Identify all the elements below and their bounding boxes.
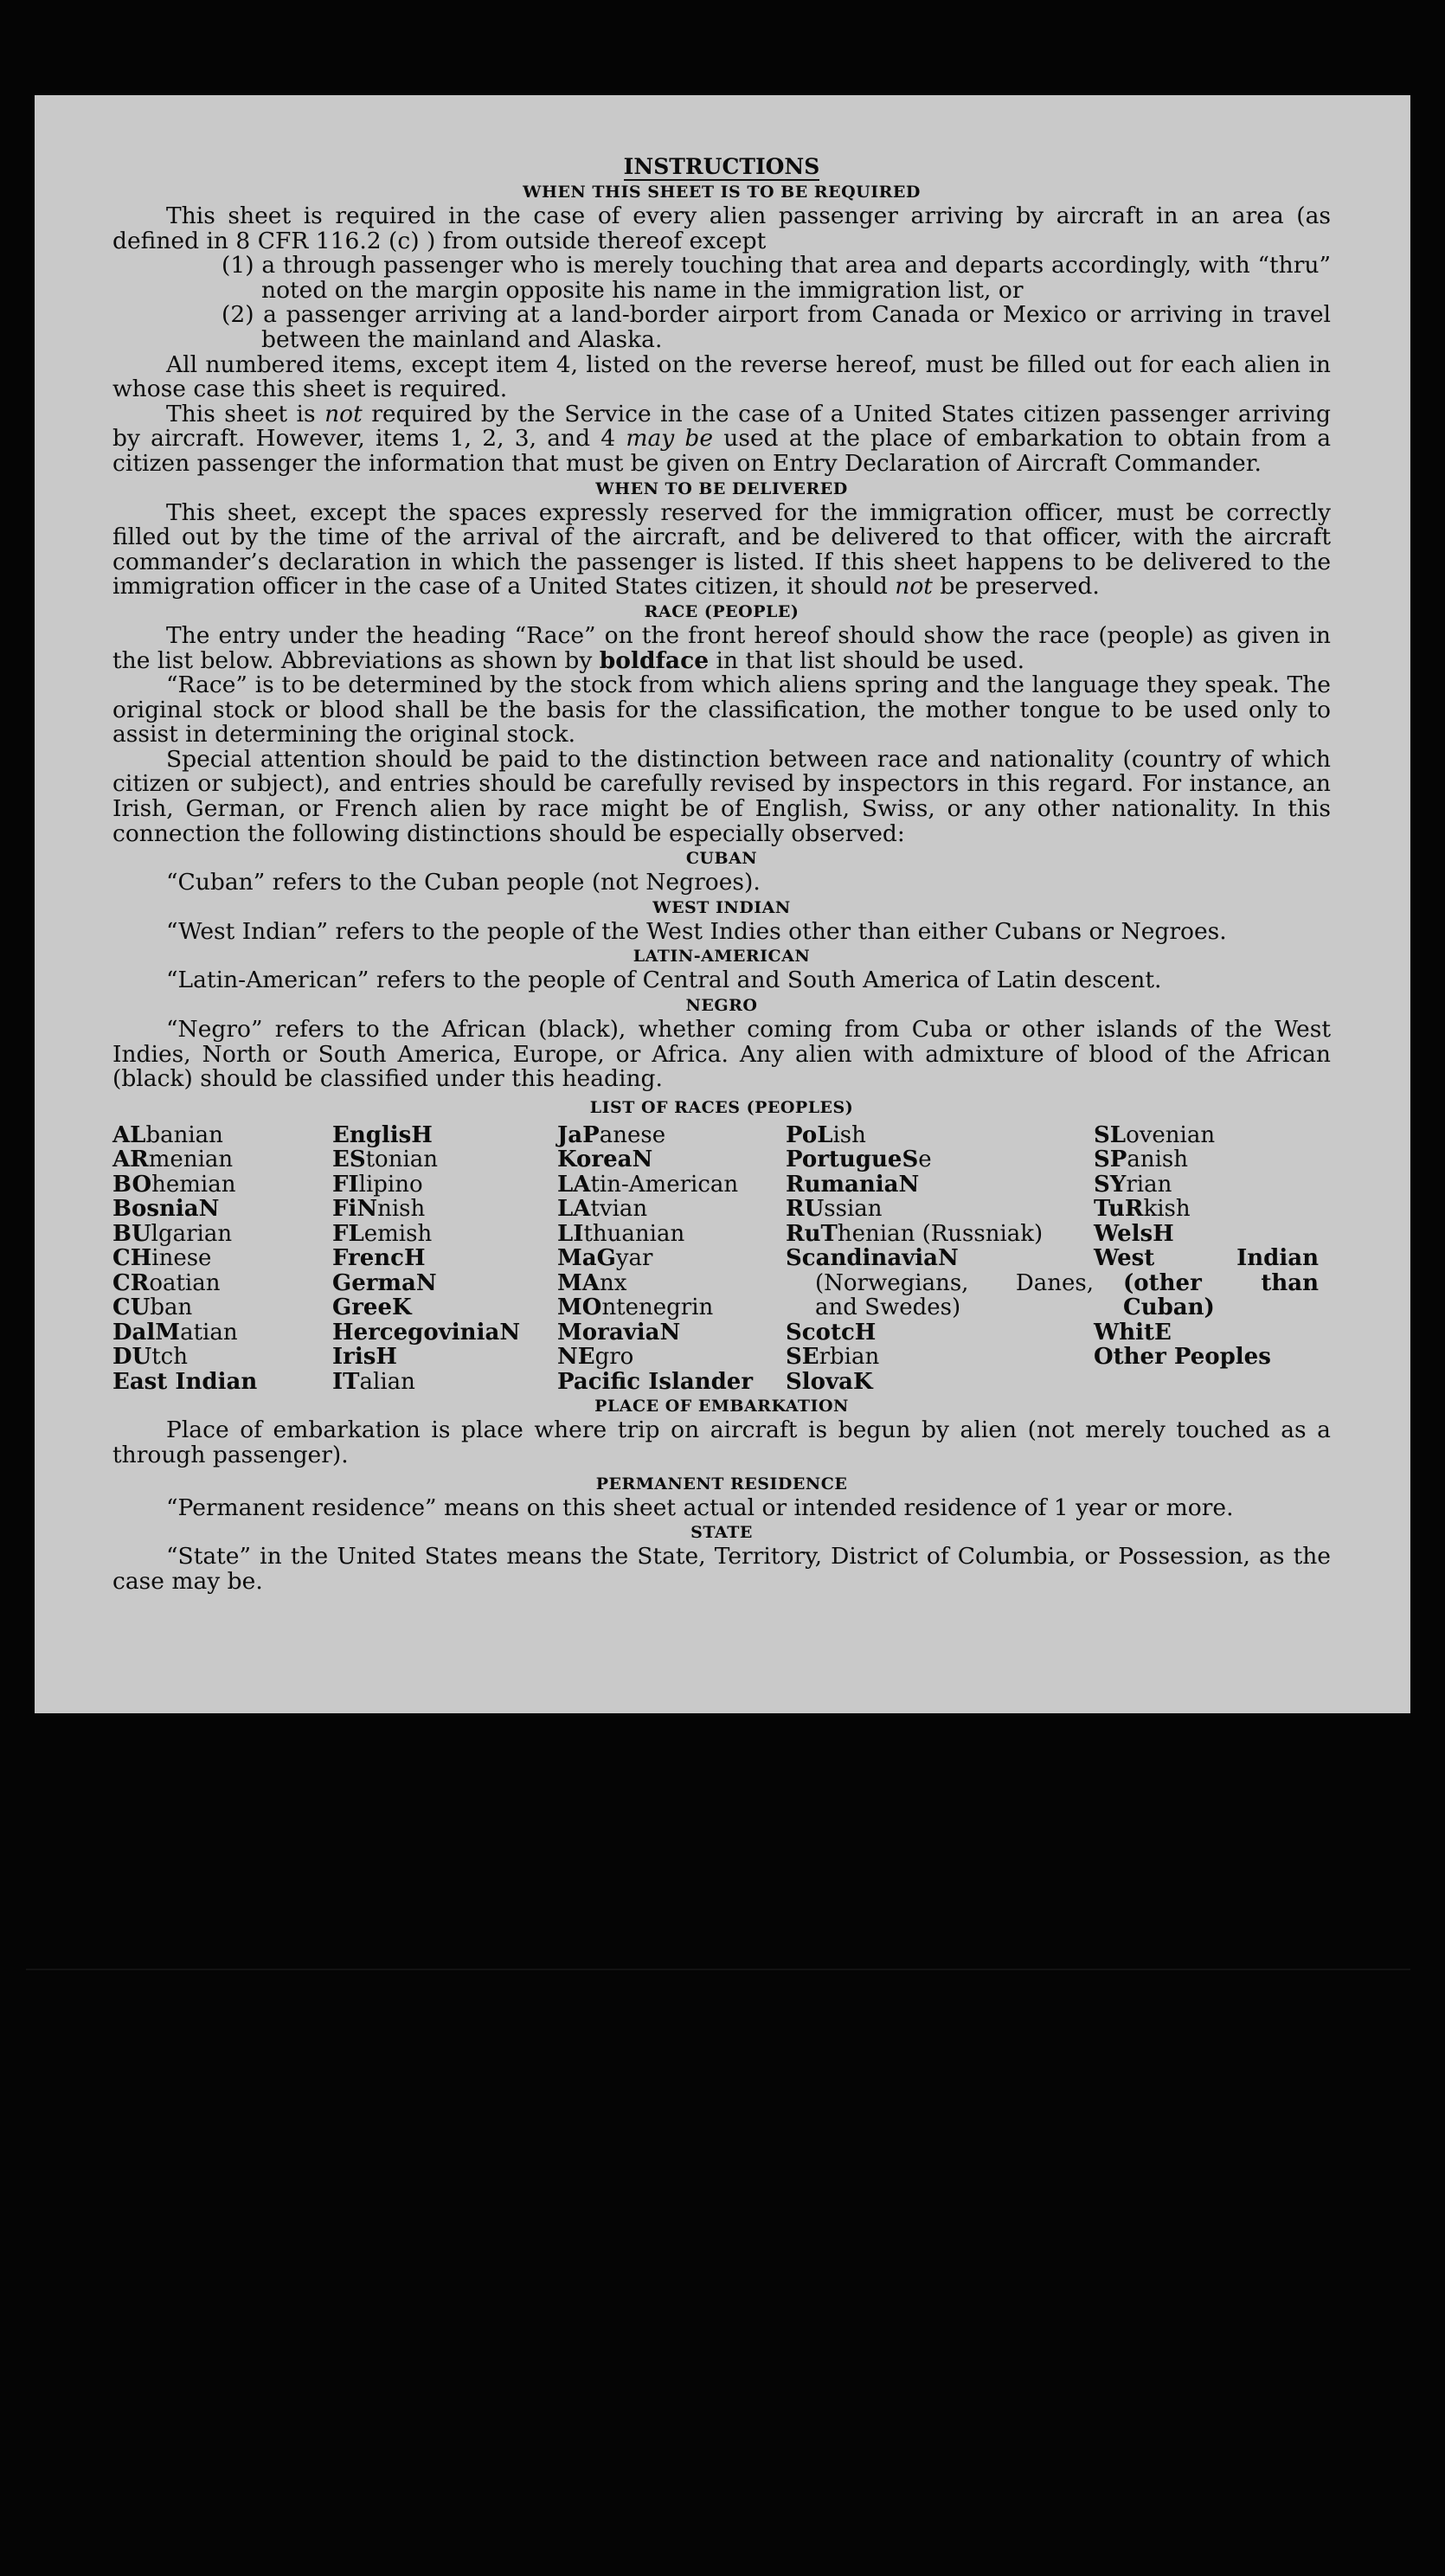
- heading-west-indian: WEST INDIAN: [652, 897, 791, 917]
- race-text: anish: [1127, 1147, 1188, 1173]
- race-item: [557, 1123, 786, 1148]
- race-item: [332, 1222, 557, 1247]
- race-text: ssian: [824, 1196, 883, 1223]
- race-text: N: [198, 1196, 220, 1223]
- race-text: N: [659, 1319, 681, 1346]
- race-item: [557, 1271, 786, 1296]
- race-text: Gree: [332, 1294, 392, 1321]
- race-text: Ja: [557, 1121, 583, 1148]
- paragraph: The entry under the heading “Race” on the front hereof should show the race (people) as given in the list below. Abbreviations as shown by boldface in that list should be used.: [112, 621, 1331, 674]
- document-page: [35, 95, 1410, 1713]
- race-text: rian: [1126, 1171, 1172, 1198]
- race-text: nish: [377, 1196, 426, 1223]
- race-text: Po: [786, 1121, 818, 1148]
- paragraph: “Permanent residence” means on this sheet actual or intended residence of 1 year or more.: [166, 1494, 1234, 1521]
- race-text: Germa: [332, 1269, 416, 1296]
- race-text: banian: [145, 1121, 223, 1148]
- exception-item-1: (1) a through passenger who is merely touching that area and departs accordingly, with “thru” noted on the margin opposite his name in the immigration list, or: [222, 252, 1331, 304]
- race-item: [332, 1246, 557, 1271]
- paragraph: This sheet is required in the case of every alien passenger arriving by aircraft in an area (as defined in 8 CFR 116.2 (c) ) from outside thereof except: [112, 202, 1331, 254]
- heading-place-of-embarkation: PLACE OF EMBARKATION: [594, 1397, 849, 1416]
- heading-list-of-races: LIST OF RACES (PEOPLES): [589, 1097, 854, 1117]
- race-item: [1094, 1123, 1319, 1148]
- paragraph: “West Indian” refers to the people of the West Indies other than either Cubans or Negroes.: [166, 917, 1227, 945]
- race-text: Fi: [332, 1196, 357, 1223]
- race-item: [786, 1172, 1094, 1198]
- race-text: atian: [180, 1319, 238, 1346]
- race-item: [332, 1172, 557, 1198]
- race-item: [112, 1147, 332, 1172]
- race-item: [332, 1370, 557, 1395]
- race-text: alian: [359, 1368, 415, 1395]
- race-text: Frenc: [332, 1245, 404, 1272]
- page-title: INSTRUCTIONS: [623, 154, 820, 179]
- race-item: [1094, 1172, 1319, 1198]
- race-text: Ma: [557, 1245, 597, 1272]
- race-text: rbian: [819, 1344, 880, 1371]
- paragraph: This sheet, except the spaces expressly reserved for the immigration officer, must be correctly filled out by the time of the arrival of the aircraft, and be delivered to that officer, with the aircraft commander’s declaration in which the passenger is listed. If this sheet happens to be delivered to the immigration officer in the case of a United States citizen, it should not be preserved.: [112, 498, 1331, 601]
- race-text: SE: [786, 1344, 819, 1371]
- race-item: [112, 1222, 332, 1247]
- race-text: LA: [557, 1196, 591, 1223]
- race-text: emish: [363, 1220, 433, 1247]
- race-item: [112, 1197, 332, 1222]
- race-text: K: [852, 1368, 873, 1395]
- race-text: lipino: [358, 1171, 423, 1198]
- heading-when-delivered: WHEN TO BE DELIVERED: [595, 479, 848, 498]
- race-text: Rumania: [786, 1171, 899, 1198]
- race-text: ish: [832, 1121, 866, 1148]
- race-text: anese: [599, 1121, 666, 1148]
- race-item: [557, 1295, 786, 1320]
- race-item: [786, 1320, 1094, 1346]
- race-text: ovenian: [1126, 1121, 1216, 1148]
- heading-state: STATE: [690, 1523, 753, 1543]
- race-item: [786, 1370, 1094, 1395]
- race-text: Whit: [1094, 1319, 1154, 1346]
- race-text: Moravia: [557, 1319, 660, 1346]
- race-item: [786, 1123, 1094, 1148]
- exception-item-2: (2) a passenger arriving at a land-border airport from Canada or Mexico or arriving in travel between the mainland and Alaska.: [222, 301, 1331, 353]
- race-text: Bosnia: [112, 1196, 199, 1223]
- race-text: SL: [1094, 1121, 1127, 1148]
- race-text: Wels: [1094, 1220, 1153, 1247]
- race-text: N: [898, 1171, 920, 1198]
- race-text: Dal: [112, 1319, 156, 1346]
- race-text: kish: [1143, 1196, 1191, 1223]
- paragraph: Place of embarkation is place where trip on aircraft is begun by alien (not merely touched as a through passenger).: [112, 1416, 1331, 1468]
- race-text: MA: [557, 1269, 600, 1296]
- heading-race: RACE (PEOPLE): [644, 601, 800, 621]
- race-text: hemian: [151, 1171, 236, 1198]
- race-text: SP: [1094, 1147, 1127, 1173]
- races-column: [332, 1123, 557, 1395]
- race-text: N: [938, 1245, 959, 1272]
- race-text: tvian: [590, 1196, 648, 1223]
- race-text: T: [820, 1220, 838, 1247]
- race-text: H: [411, 1121, 433, 1148]
- race-text: Korea: [557, 1147, 633, 1173]
- race-text: Portugue: [786, 1147, 902, 1173]
- races-column: [112, 1123, 332, 1395]
- race-text: CR: [112, 1269, 150, 1296]
- race-text: E: [1154, 1319, 1172, 1346]
- race-item: [557, 1172, 786, 1198]
- race-text: H: [376, 1344, 397, 1371]
- race-text: CH: [112, 1245, 152, 1272]
- race-text: RU: [786, 1196, 825, 1223]
- race-text: L: [817, 1121, 833, 1148]
- race-item: [112, 1123, 332, 1148]
- paragraph: “Cuban” refers to the Cuban people (not Negroes).: [166, 869, 761, 896]
- race-text: lgarian: [151, 1220, 233, 1247]
- race-item: [1094, 1320, 1319, 1346]
- race-item: [786, 1246, 1094, 1320]
- race-item: [112, 1370, 332, 1395]
- race-text: gro: [594, 1344, 634, 1371]
- paragraph: “Latin-American” refers to the people of Central and South America of Latin descent.: [166, 967, 1162, 994]
- paragraph: This sheet is not required by the Service in the case of a United States citizen passenger arriving by aircraft. However, items 1, 2, 3, and 4 may be used at the place of embarkation to obtain from a citizen passenger the information that must be given on Entry Declaration of Aircraft Commander.: [112, 400, 1332, 477]
- race-item: [1094, 1345, 1319, 1370]
- race-text: CU: [112, 1294, 151, 1321]
- race-text: AL: [112, 1121, 146, 1148]
- heading-permanent-residence: PERMANENT RESIDENCE: [595, 1474, 848, 1494]
- races-list: [112, 1123, 1331, 1395]
- paragraph: “State” in the United States means the State, Territory, District of Columbia, or Possession, as the case may be.: [112, 1543, 1331, 1595]
- race-item: [557, 1246, 786, 1271]
- race-item: [332, 1320, 557, 1346]
- races-column: [557, 1123, 786, 1395]
- race-text: NE: [557, 1344, 595, 1371]
- race-text: H: [403, 1245, 426, 1272]
- heading-when-required: WHEN THIS SHEET IS TO BE REQUIRED: [523, 183, 921, 202]
- heading-cuban: CUBAN: [685, 849, 758, 869]
- race-item: [1094, 1147, 1319, 1172]
- paragraph: All numbered items, except item 4, listed on the reverse hereof, must be filled out for each alien in whose case this sheet is required.: [112, 350, 1331, 403]
- race-text: oatian: [149, 1269, 221, 1296]
- race-item: [332, 1197, 557, 1222]
- race-item: [1094, 1246, 1319, 1320]
- race-text: N: [632, 1147, 653, 1173]
- race-text: H: [1153, 1220, 1174, 1247]
- paragraph: “Race” is to be determined by the stock from which aliens spring and the language they speak. The original stock or blood shall be the basis for the classification, the mother tongue to be used only to assist in determining the original stock.: [112, 671, 1331, 748]
- race-text: henian (Russniak): [837, 1220, 1044, 1247]
- race-text: P: [582, 1121, 600, 1148]
- race-text: K: [392, 1294, 412, 1321]
- race-item: [112, 1271, 332, 1296]
- race-text: R: [1124, 1196, 1144, 1223]
- race-item: [557, 1222, 786, 1247]
- race-text: MO: [557, 1294, 602, 1321]
- race-text: BU: [112, 1220, 151, 1247]
- race-text: tin-American: [590, 1171, 739, 1198]
- race-item: [332, 1147, 557, 1172]
- race-text: LI: [557, 1220, 584, 1247]
- race-text: IT: [332, 1368, 360, 1395]
- paragraph: “Negro” refers to the African (black), whether coming from Cuba or other islands of the West Indies, North or South America, Europe, or Africa. Any alien with admixture of blood of the African (black) should be classified under this heading.: [112, 1016, 1331, 1093]
- race-text: Englis: [332, 1121, 412, 1148]
- race-text: G: [596, 1245, 616, 1272]
- race-text: yar: [615, 1245, 653, 1272]
- race-item: [112, 1320, 332, 1346]
- race-text: Tu: [1094, 1196, 1125, 1223]
- heading-latin-american: LATIN-AMERICAN: [633, 947, 811, 967]
- race-text: thuanian: [583, 1220, 685, 1247]
- race-text: Iris: [332, 1344, 376, 1371]
- scan-artifact-line: [26, 1969, 1410, 1970]
- race-item: [557, 1320, 786, 1346]
- race-text: Slova: [786, 1368, 853, 1395]
- race-text: M: [155, 1319, 181, 1346]
- race-text: FI: [332, 1171, 359, 1198]
- race-text: SY: [1094, 1171, 1127, 1198]
- race-text: ntenegrin: [601, 1294, 714, 1321]
- heading-negro: NEGRO: [685, 996, 758, 1016]
- race-text: (Norwegians, Danes, and Swedes): [815, 1269, 1094, 1321]
- race-text: Hercegovinia: [332, 1319, 500, 1346]
- race-item: [332, 1271, 557, 1296]
- race-text: Scandinavia: [786, 1245, 938, 1272]
- race-text: inese: [151, 1245, 212, 1272]
- race-text: Scotc: [786, 1319, 855, 1346]
- race-item: [1094, 1197, 1319, 1222]
- race-item: [557, 1370, 786, 1395]
- races-column: [1094, 1123, 1319, 1395]
- race-text: tch: [151, 1344, 188, 1371]
- race-text: ban: [150, 1294, 193, 1321]
- race-text: DU: [112, 1344, 152, 1371]
- race-item: [557, 1197, 786, 1222]
- race-item: [332, 1345, 557, 1370]
- race-text: N: [499, 1319, 521, 1346]
- race-text: Ru: [786, 1220, 821, 1247]
- race-item: [332, 1295, 557, 1320]
- paragraph: Special attention should be paid to the distinction between race and nationality (country of which citizen or subject), and entries should be carefully revised by inspectors in this regard. For instance, an Irish, German, or French alien by race might be of English, Swiss, or any other nationality. In this connection the following distinctions should be especially observed:: [112, 745, 1331, 847]
- race-item: [786, 1197, 1094, 1222]
- race-item: [332, 1123, 557, 1148]
- race-item: [557, 1147, 786, 1172]
- race-text: LA: [557, 1171, 591, 1198]
- race-text: H: [854, 1319, 877, 1346]
- race-item: [1094, 1222, 1319, 1247]
- races-column: [786, 1123, 1094, 1395]
- race-text: N: [356, 1196, 378, 1223]
- race-item: [112, 1345, 332, 1370]
- race-item: [786, 1345, 1094, 1370]
- race-item: [786, 1222, 1094, 1247]
- race-text: Pacific Islander: [557, 1368, 754, 1395]
- race-item: [786, 1147, 1094, 1172]
- race-item: [112, 1295, 332, 1320]
- race-text: tonian: [365, 1147, 439, 1173]
- race-text: nx: [599, 1269, 627, 1296]
- race-text: S: [902, 1147, 919, 1173]
- race-text: West Indian (other than Cuban): [1094, 1245, 1319, 1321]
- race-text: BO: [112, 1171, 152, 1198]
- race-text: ES: [332, 1147, 366, 1173]
- race-text: menian: [148, 1147, 234, 1173]
- race-text: FL: [332, 1220, 364, 1247]
- race-item: [557, 1345, 786, 1370]
- race-text: N: [415, 1269, 437, 1296]
- race-item: [112, 1246, 332, 1271]
- race-text: Other Peoples: [1094, 1344, 1271, 1371]
- race-item: [112, 1172, 332, 1198]
- race-text: AR: [112, 1147, 149, 1173]
- race-text: East Indian: [112, 1368, 258, 1395]
- race-text: e: [918, 1147, 932, 1173]
